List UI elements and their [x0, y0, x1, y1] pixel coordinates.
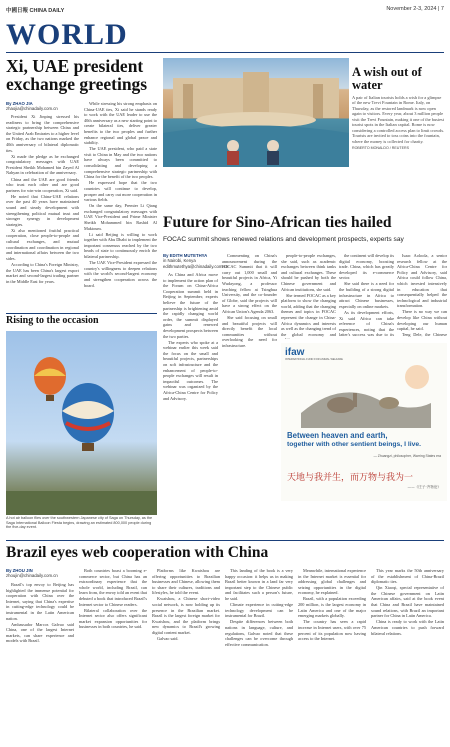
paragraph: Despite differences between both nations in language, culture, and regulations, Galvao noted that these challenges can be overcome through effective communication.	[225, 619, 293, 647]
africa-byline	[163, 253, 229, 269]
issue-date: November 2-3, 2024 | 7	[386, 6, 444, 12]
byline-email: zhaojia@chinadaily.com.cn	[6, 106, 58, 112]
xi-uae-col-1	[6, 114, 79, 310]
paragraph: This year marks the 50th anniversary of the establishment of China-Brazil diplomatic ties.	[371, 568, 444, 585]
brazil-col-5	[298, 568, 366, 742]
byline-name: By EDITH MUTETHYA	[163, 253, 208, 258]
paragraph: Meanwhile, international experience in the Internet market is essential for addressing global challenges and seizing opportunities in the digital economy, he explained.	[298, 568, 366, 596]
africa-subhead: FOCAC summit shows renewed relations and development prospects, experts say	[163, 236, 404, 243]
paragraph: Ambassador Marcos Galvao said China, one of the largest Internet markets, can share experience and models with Brazil.	[6, 621, 74, 644]
balloon-rule	[6, 313, 157, 314]
byline-email: zhoujin@chinadaily.com.cn	[6, 573, 58, 579]
africa-col-4	[339, 253, 394, 339]
paragraph: He expressed hope that the two countries will continue to develop, prosper and carry out more cooperation in various fields.	[84, 180, 157, 203]
wish-headline: A wish out of water	[352, 65, 422, 92]
brazil-col-6	[371, 568, 444, 742]
paragraph: Both countries boast a booming e-commerce sector, but China has an extraordinary experience that the whole world, including Brazil, can learn from, the envoy told an event that debuted a book that introduced Brazil's Internet sector to Chinese readers.	[79, 568, 147, 607]
byline-place: in Nairobi, Kenya	[163, 258, 196, 264]
brazil-rule	[6, 540, 444, 541]
byline-email: edithmutethya@chinadaily.com.cn	[163, 263, 229, 269]
africa-col-3	[281, 253, 336, 339]
paragraph: The UAE Vice-President expressed the country's willingness to deepen relations with the world's second-largest economy and strengthen cooperation across the board.	[84, 260, 157, 288]
paragraph: Brazil, with a population exceeding 200 million, is the largest economy in Latin America and one of the major emerging markets globally.	[298, 596, 366, 619]
paragraph: She termed FOCAC as a key platform to show the changing world, adding that the changing themes and topics in FOCAC represent the change in China-Africa dynamics and interests as well as the changing trend of the global economy and	[281, 292, 336, 337]
paragraph: Brazil's top envoy to Beijing has highlighted the immense potential for cooperation with China over the Internet, saying that China's expertise in cutting-edge technology could be instrumental in the Latin American nation.	[6, 582, 74, 621]
masthead	[6, 4, 444, 14]
ifaw-advertisement	[281, 343, 447, 501]
africa-headline: Future for Sino-African ties hailed	[163, 214, 392, 231]
xi-uae-col-2	[84, 101, 157, 310]
africa-col-2	[222, 253, 277, 499]
paragraph: China is ready to work with the Latin American countries to push forward bilateral relations.	[371, 619, 444, 636]
balloon-photo	[6, 331, 157, 515]
wish-credit: ROBERTO MONALDO / REUTERS	[352, 146, 409, 150]
ad-attribution: — Zhuangzi, philosopher, Warring States era	[373, 454, 441, 458]
fountain-illustration	[163, 58, 349, 167]
paragraph: The country has seen a rapid increase in Internet users, with over 75 percent of its population now having access to the Internet.	[298, 619, 366, 642]
trevi-fountain-photo	[163, 58, 349, 167]
xi-uae-headline: Xi, UAE president exchange greetings	[6, 56, 148, 94]
brazil-col-2	[79, 568, 147, 742]
paragraph: On the same day, Premier Li Qiang exchanged congratulatory messages with UAE Vice-President and Prime Minister Sheikh Mohammed bin Rashid Al Maktoum.	[84, 203, 157, 231]
brazil-byline	[6, 568, 74, 579]
paragraph: Qin Xiaoqi, special representative of the Chinese government on Latin American affairs, said at the book event that China and Brazil have maintained sound relations, with Brazil an important partner for China in Latin America.	[371, 585, 444, 619]
ad-line-2: together with other sentient beings, I live.	[287, 441, 422, 448]
paragraph: This landing of the book is a very happy occasion: it helps us in making Brazil better known in a land far very important step to the Chinese public and facilitates such a person's future, he said.	[225, 568, 293, 601]
ad-line-1: Between heaven and earth,	[287, 431, 388, 440]
paragraph: As its development efforts, Xi said Africa can take reference of China's experiences, noting that the latter's success was due to its	[339, 309, 394, 338]
paragraph: the continent will develop its digital economy, boosting trade. China, which has greatly developed its e-commerce sector.	[339, 253, 394, 281]
ifaw-logo-subtitle: INTERNATIONAL FUND FOR ANIMAL WELFARE	[285, 358, 343, 361]
paragraph: Teng Dele, the Chinese	[402, 332, 447, 338]
paragraph: The UAE president, who paid a state visit to China in May and the two nations have always been committed to consolidating and developing a comprehensive strategic partnership with China for the benefit of the two peoples.	[84, 146, 157, 180]
paragraph: The experts who spoke at a webinar earlier this week said the focus on the small and beautiful projects, partnerships on soft infrastructure and the enhancement of people-to-people exchanges will result in impactful outcomes. The webinar was organized by the Africa-China Centre for Policy and Advisory.	[163, 339, 218, 401]
africa-col-1	[163, 272, 218, 499]
ad-chinese-quote: 天地与我并生，而万物与我为一	[287, 473, 414, 483]
paragraph: Kwaishou, a Chinese short-video social network, is now holding up its presence in the Brazilian market. Brazil is the largest foreign market for Kwaishou, and the platform brings new dynamics to Brazil's growing digital content market.	[152, 596, 220, 636]
paragraph: According to China's Foreign Ministry, the UAE has been China's largest export market and second-largest trading partner in the Middle East for years.	[6, 261, 79, 284]
section-title: WORLD	[6, 18, 128, 51]
paragraph: While stressing his strong emphasis on China-UAE ties, Xi said he stands ready to work with the UAE leader to use the 40th anniversary as a new starting point to create bilateral ties, deliver greater benefits to the two peoples and further enhance regional and global peace and stability.	[84, 101, 157, 146]
xi-uae-byline	[6, 101, 76, 112]
ad-chinese-attribution: ——《庄子·齐物论》	[407, 485, 441, 489]
wish-text: A pair of Italian tourists holds a wish for a glimpse of the new Trevi Fountain in Rome. Italy, on Thursday, as the restored landmark is now open again to visitors. Every year, about 3 million people visit the Trevi Fountain, making it one of the busiest tourist spots in the Italian capital. Rome is now considering a controlled access plan to limit crowds. Tourists are invited to toss coins into the fountain, where the money is collected for charity.	[352, 94, 445, 144]
paragraph: Commenting on China's announcement during the FOCAC Summit that it will carry out 1,000 small and beautiful projects in Africa, Yi Wudayong, a professor teaching fellow at Tsinghua University, and the co-founder of Globe, said the projects will have a strong effect on the African Union's Agenda 2063.	[222, 253, 277, 314]
balloon-illustration	[6, 331, 157, 515]
paragraph: She said there is a need for the building of a strong digital infrastructure in Africa to attract Chinese businesses, especially on online markets.	[339, 281, 394, 309]
paragraph: Climate experience in cutting-edge technology development can be instrumental for Brazil.	[225, 602, 293, 619]
paragraph: China and the UAE are good friends who trust each other and are good partners for win-win cooperation, Xi said.	[6, 176, 79, 193]
ifaw-logo: ifaw	[285, 347, 305, 358]
newspaper-logo: 中國日報 CHINA DAILY	[6, 8, 65, 14]
paragraph: Galvao said.	[157, 636, 179, 642]
paragraph: President Xi Jinping stressed his readiness to bring the comprehensive strategic partnership between China and the United Arab Emirates to a higher level on Friday, as the two nations marked the 40th anniversary of bilateral diplomatic ties.	[6, 114, 79, 153]
byline-name: By ZHOU JIN	[6, 568, 33, 573]
brazil-col-4	[225, 568, 293, 742]
wish-sidebar	[352, 66, 446, 168]
paragraph: Xi made the pledge as he exchanged congratulatory messages with UAE President Sheikh Mohamed bin Zayed Al Nahyan in celebration of the anniversary.	[6, 153, 79, 176]
section-rule	[6, 52, 444, 53]
paragraph: people-to-people exchanges, she said, such as academic exchanges between think tanks and cultural exchanges. These should be pushed by both the Chinese government and African institutions, she said.	[281, 253, 336, 292]
paragraph: Platforms like Kwaishou are offering opportunities to Brazilian businesses and Chinese, allowing them to share their cultures, traditions and lifestyles, he told the event.	[152, 568, 220, 596]
brazil-col-3	[152, 568, 220, 742]
byline-name: By ZHAO JIA	[6, 101, 33, 106]
africa-col-5	[397, 253, 447, 339]
brazil-headline: Brazil eyes web cooperation with China	[6, 544, 269, 561]
brazil-col-1	[6, 582, 74, 742]
paragraph: There is no way we can develop like China without developing our human capital, he said.	[397, 309, 447, 332]
paragraph: Xi also mentioned fruitful practical cooperation, close people-to-people and cultural exchanges, and mutual coordination and coordination in regional and international affairs between the two sides.	[6, 227, 79, 261]
paragraph: Bilateral collaboration over the Internet sector also offers significant market expansion opportunities for businesses in both countries, he said.	[79, 607, 147, 630]
paragraph: She said focusing on small and beautiful projects will directly benefit the local communities without overlooking the need for infrastructure.	[222, 315, 277, 348]
balloon-headline: Rising to the occasion	[6, 315, 99, 326]
paragraph: He noted that China-UAE relations over the past 40 years have maintained sound and steady development with strengthening political mutual trust and stronger synergy in development strategies.	[6, 193, 79, 227]
balloon-caption: A hot air balloon flies over the southwestern Japanese city of Saga on Thursday, as the Saga International Balloon Fiesta begins, drawing an estimated 800,000 people during the five-day event.	[6, 516, 153, 530]
paragraph: Li said Beijing is willing to work together with Abu Dhabi to implement the important consensus reached by the two heads of state to continuously enrich the bilateral partnership.	[84, 231, 157, 260]
paragraph: As China and Africa move to implement the action plan of the Forum on China-Africa Cooperation summit held in Beijing in September, experts believe the future of the partnership is brightening amid the rapidly changing world order, the summit displayed gains and renewed development prospects between the two parties.	[163, 272, 218, 339]
paragraph: Isaac Aoloola, a senior research fellow at the Africa-China Centre for Policy and Advisory, said Africa could follow China, which invested intensively in education that consequentially helped the technological and industrial transformation.	[397, 253, 447, 309]
